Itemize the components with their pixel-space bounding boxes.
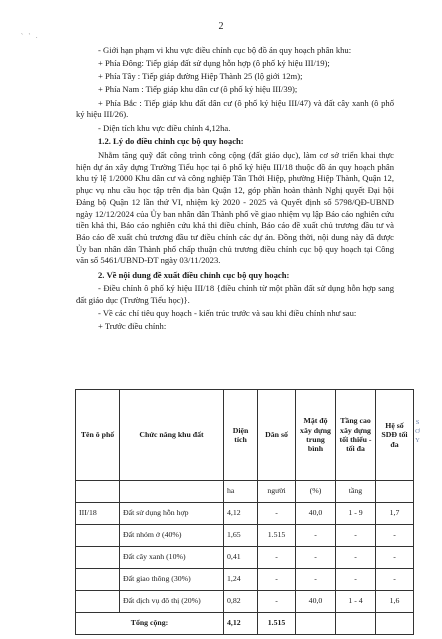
section-2-line: + Trước điều chỉnh: bbox=[98, 321, 167, 332]
table-cell: - bbox=[376, 547, 414, 569]
total-cell: 4,12 bbox=[224, 613, 258, 635]
table-cell: Đất dịch vụ đô thị (20%) bbox=[120, 591, 224, 613]
margin-note-text: S Ơ Y bbox=[415, 419, 420, 444]
table-row bbox=[76, 591, 414, 613]
table-cell: Đất giao thông (30%) bbox=[120, 569, 224, 591]
boundary-south: + Phía Nam : Tiếp giáp khu dân cư (ô phố ký hiệu III/39); bbox=[98, 84, 298, 95]
table-cell: - bbox=[258, 569, 296, 591]
table-row bbox=[76, 525, 414, 547]
header-cell: Dân số bbox=[258, 390, 296, 481]
table-cell: 1 - 9 bbox=[336, 503, 376, 525]
section-2-line: - Về các chỉ tiêu quy hoạch - kiến trúc trước và sau khi điều chỉnh như sau: bbox=[98, 308, 357, 319]
table-cell: Đất cây xanh (10%) bbox=[120, 547, 224, 569]
boundary-north: + Phía Bắc : Tiếp giáp khu đất dân cư (ô phố ký hiệu III/47) và đất cây xanh (ô phố ký hiệu III/26). bbox=[76, 97, 394, 120]
unit-cell bbox=[120, 481, 224, 503]
table-cell: 1.515 bbox=[258, 525, 296, 547]
unit-cell bbox=[376, 481, 414, 503]
total-cell bbox=[376, 613, 414, 635]
table-cell bbox=[76, 525, 120, 547]
table-units-row bbox=[76, 481, 414, 503]
header-cell: Tầng cao xây dựng tối thiểu - tối đa bbox=[336, 390, 376, 481]
boundary-intro: - Giới hạn phạm vi khu vực điều chỉnh cục bộ đồ án quy hoạch phân khu: bbox=[98, 44, 352, 55]
page-number: 2 bbox=[218, 21, 224, 32]
table-row bbox=[76, 569, 414, 591]
table-cell: Đất sử dụng hỗn hợp bbox=[120, 503, 224, 525]
table-cell: - bbox=[376, 569, 414, 591]
table-cell: 40,0 bbox=[296, 591, 336, 613]
unit-cell: người bbox=[258, 481, 296, 503]
table-cell: 1,7 bbox=[376, 503, 414, 525]
table-cell: - bbox=[336, 525, 376, 547]
total-label: Tổng cộng: bbox=[76, 613, 224, 635]
header-cell: Mật độ xây dựng trung bình bbox=[296, 390, 336, 481]
table-cell: - bbox=[296, 525, 336, 547]
table-cell: - bbox=[376, 525, 414, 547]
header-cell: Chức năng khu đất bbox=[120, 390, 224, 481]
section-1-2-body: Nhằm tăng quỹ đất công trình công cộng (đất giáo dục), làm cơ sở triển khai thực hiện dự án xây dựng Trường Tiểu học tại ô phố ký hiệu III/18 thuộc đồ án quy hoạch phân khu tỷ lệ 1/2000 Khu dân cư và công nghiệp Tân Thới Hiệp, phường Hiệp Thành, Quận 12, phục vụ nhu cầu học tập trên địa bàn Quận 12, góp phần hoàn thành Nghị quyết Đại hội Đảng bộ Quận 12 lần thứ VI, nhiệm kỳ 2020 - 2025 và Quyết định số 5798/QĐ-UBND ngày 12/12/2024 của Ủy ban nhân dân Thành phố về giao nhiệm vụ lập Báo cáo nghiên cứu tiền khả thi, Báo cáo nghiên cứu khả thi điều chỉnh, Báo cáo đề xuất chủ trương đầu tư và Báo cáo đề xuất chủ trương đầu tư điều chỉnh các dự án. Đồng thời, nội dung này đã được Ủy ban nhân dân Thành phố chấp thuận chủ trương điều chỉnh cục bộ quy hoạch tại Công văn số 5461/UBND-ĐT ngày 03/11/2023. bbox=[76, 150, 394, 266]
table-cell bbox=[76, 591, 120, 613]
header-cell: Hệ số SDĐ tối đa bbox=[376, 390, 414, 481]
section-1-2-heading: 1.2. Lý do điều chỉnh cục bộ quy hoạch: bbox=[98, 136, 244, 147]
section-2-heading: 2. Về nội dung đề xuất điều chỉnh cục bộ quy hoạch: bbox=[98, 269, 290, 280]
table-cell: Đất nhóm ở (40%) bbox=[120, 525, 224, 547]
table-cell: 1,65 bbox=[224, 525, 258, 547]
unit-cell: (%) bbox=[296, 481, 336, 503]
unit-cell bbox=[76, 481, 120, 503]
table-total-row bbox=[76, 613, 414, 635]
section-2-line: - Điều chỉnh ô phố ký hiệu III/18 {điều chỉnh từ một phần đất sử dụng hỗn hợp sang đất giáo dục (Trường Tiểu học)}. bbox=[76, 283, 394, 305]
table-row bbox=[76, 547, 414, 569]
scan-marks: ` ` . bbox=[21, 34, 40, 40]
table-cell: - bbox=[258, 503, 296, 525]
total-cell bbox=[296, 613, 336, 635]
table-cell: - bbox=[258, 591, 296, 613]
area-statement: - Diện tích khu vực điều chỉnh 4,12ha. bbox=[98, 122, 231, 133]
boundary-west: + Phía Tây : Tiếp giáp đường Hiệp Thành 25 (lộ giới 12m); bbox=[98, 71, 303, 82]
total-cell bbox=[336, 613, 376, 635]
boundary-east: + Phía Đông: Tiếp giáp đất sử dụng hỗn hợp (ô phố ký hiệu III/19); bbox=[98, 57, 330, 68]
unit-cell: ha bbox=[224, 481, 258, 503]
unit-cell: tầng bbox=[336, 481, 376, 503]
planning-indicators-table bbox=[75, 389, 414, 635]
table-cell: - bbox=[296, 569, 336, 591]
table-cell: - bbox=[296, 547, 336, 569]
total-cell: 1.515 bbox=[258, 613, 296, 635]
table-cell: - bbox=[336, 569, 376, 591]
table-cell: 1,24 bbox=[224, 569, 258, 591]
table-cell: - bbox=[336, 547, 376, 569]
table-cell: 40,0 bbox=[296, 503, 336, 525]
boundary-list bbox=[76, 45, 394, 135]
table-cell bbox=[76, 569, 120, 591]
margin-note bbox=[413, 418, 422, 538]
header-cell: Diện tích bbox=[224, 390, 258, 481]
table-cell: 4,12 bbox=[224, 503, 258, 525]
table-cell: III/18 bbox=[76, 503, 120, 525]
table-cell: - bbox=[258, 547, 296, 569]
table-cell: 1,6 bbox=[376, 591, 414, 613]
document-body bbox=[76, 43, 394, 335]
table-cell: 0,41 bbox=[224, 547, 258, 569]
header-cell: Tên ô phố bbox=[76, 390, 120, 481]
table-cell: 1 - 4 bbox=[336, 591, 376, 613]
table-header-row bbox=[76, 390, 414, 481]
section-2-list bbox=[76, 283, 394, 333]
table-cell: 0,82 bbox=[224, 591, 258, 613]
table-cell bbox=[76, 547, 120, 569]
table-row bbox=[76, 503, 414, 525]
